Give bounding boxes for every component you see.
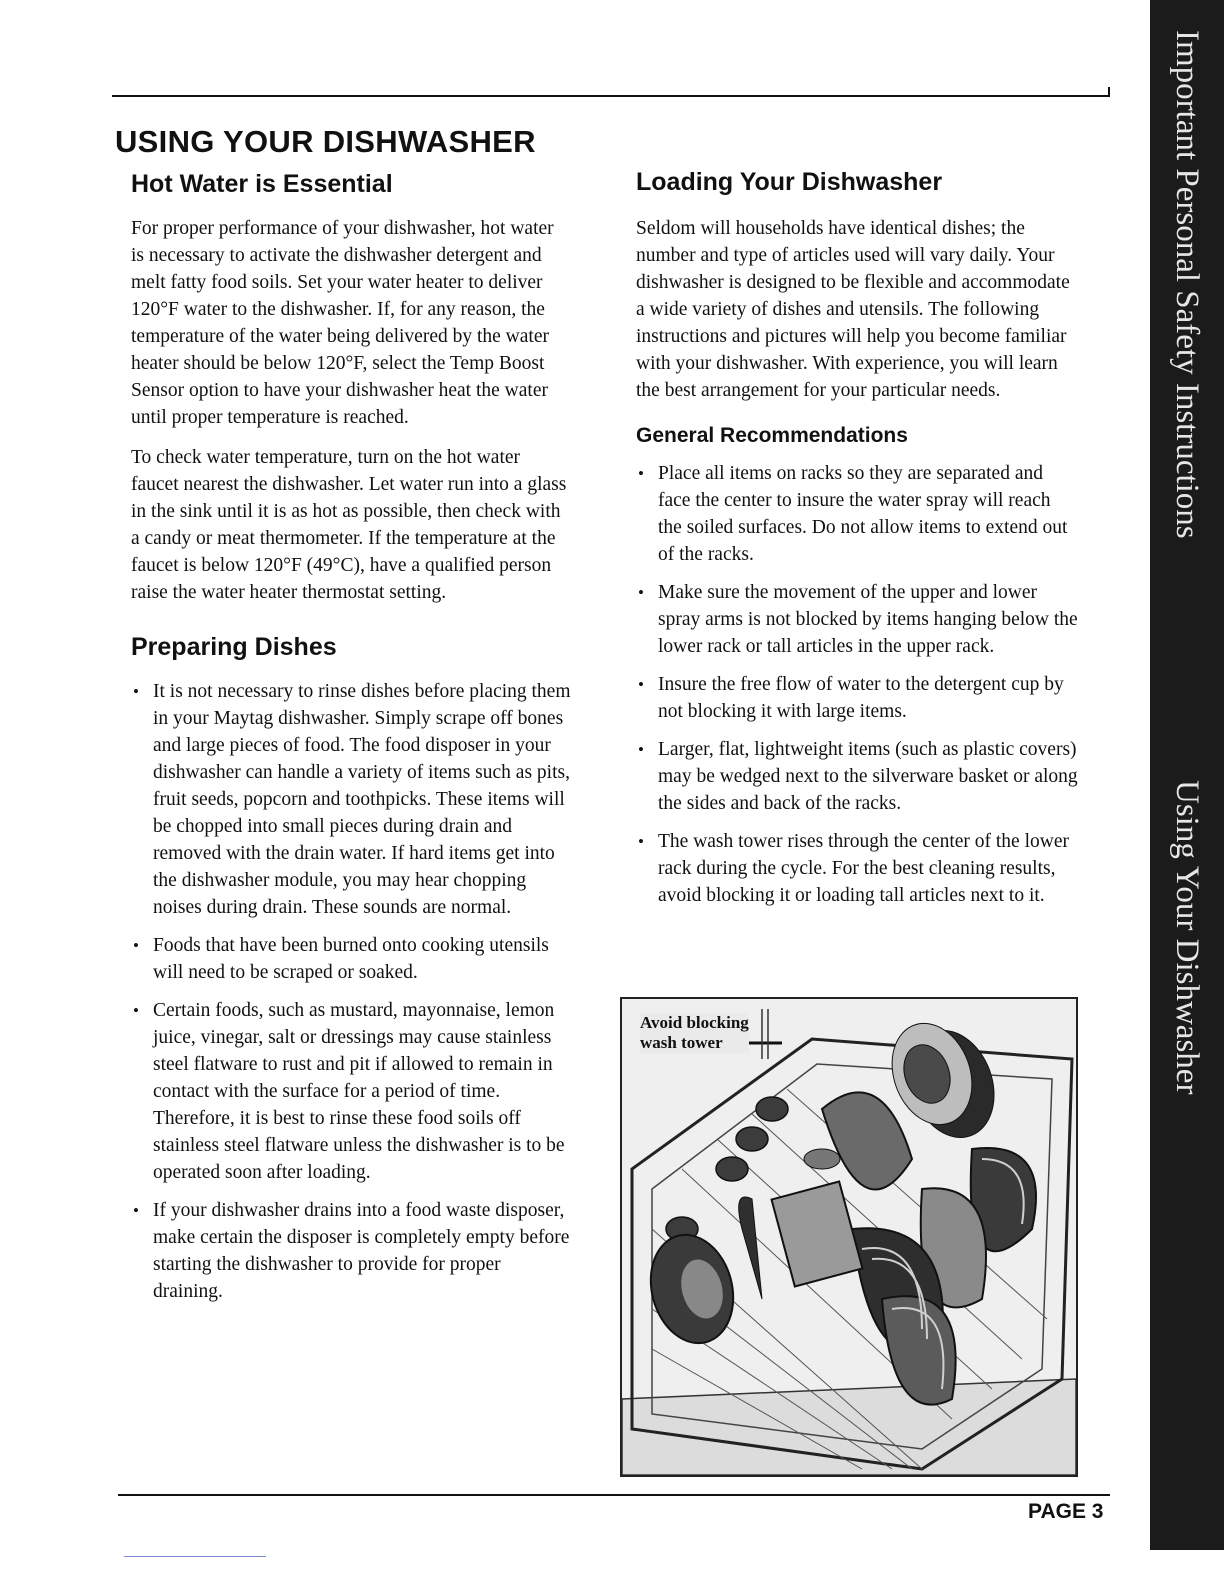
loading-heading: Loading Your Dishwasher — [636, 168, 943, 196]
general-recommendations-list — [636, 460, 1078, 909]
preparing-dishes-list — [131, 678, 571, 1305]
list-item: • Foods that have been burned onto cooking utensils will need to be scraped or soaked. — [131, 932, 571, 986]
dishwasher-rack-illustration — [620, 997, 1078, 1477]
top-rule — [112, 95, 1110, 97]
hot-water-paragraph-2: To check water temperature, turn on the hot water faucet nearest the dishwasher. Let water run into a glass in the sink until it is as hot as possible, then check with a candy or meat thermometer. If the temperature at the faucet is below 120°F (49°C), have a qualified person raise the water heater thermostat setting. — [131, 447, 567, 603]
bottom-left-line — [124, 1556, 266, 1557]
preparing-dishes-heading: Preparing Dishes — [131, 633, 337, 661]
hot-water-paragraph-1: For proper performance of your dishwasher, hot water is necessary to activate the dishwasher detergent and melt fatty food soils. Set your water heater to deliver 120°F water to the dishwasher. If, for any reason, the temperature of the water being delivered by the water heater should be below 120°F, select the Temp Boost Sensor option to have your dishwasher heat the water until proper temperature is reached. — [131, 218, 554, 428]
list-item: • It is not necessary to rinse dishes before placing them in your Maytag dishwasher. Simply scrape off bones and large pieces of food. The food disposer in your dishwasher can handle a variety of items such as pits, fruit seeds, popcorn and toothpicks. These items will be chopped into small pieces during drain and removed with the drain water. If hard items get into the dishwasher module, you may hear chopping noises during drain. These sounds are normal. — [131, 678, 571, 921]
page-number: PAGE 3 — [1028, 1500, 1104, 1523]
callout-line-2: wash tower — [640, 1033, 723, 1052]
list-item: • Place all items on racks so they are separated and face the center to insure the water spray will reach the soiled surfaces. Do not allow items to extend out of the racks. — [636, 460, 1078, 568]
general-recommendations-heading: General Recommendations — [636, 424, 908, 447]
loading-paragraph: Seldom will households have identical dishes; the number and type of articles used will vary daily. Your dishwasher is designed to be flexible and accommodate a wide variety of dishes and utensils. The following instructions and pictures will help you become familiar with your dishwasher. With experience, you will learn the best arrangement for your particular needs. — [636, 218, 1070, 401]
hot-water-heading: Hot Water is Essential — [131, 170, 393, 198]
rack-drawing — [622, 999, 1076, 1475]
list-item: • Certain foods, such as mustard, mayonnaise, lemon juice, vinegar, salt or dressings may cause stainless steel flatware to rust and pit if allowed to remain in contact with the surface for a period of time. Therefore, it is best to rinse these food soils off stainless steel flatware unless the dishwasher is to be operated soon after loading. — [131, 997, 571, 1186]
sidebar — [1150, 0, 1224, 1550]
list-item: • Insure the free flow of water to the detergent cup by not blocking it with large items. — [636, 671, 1078, 725]
figure-callout — [640, 1013, 749, 1053]
bottom-rule — [118, 1494, 1110, 1496]
list-item: • Larger, flat, lightweight items (such as plastic covers) may be wedged next to the silverware basket or along the sides and back of the racks. — [636, 736, 1078, 817]
top-rule-tick — [1108, 87, 1110, 97]
right-column — [636, 168, 1078, 920]
left-column — [131, 170, 571, 1316]
list-item: • The wash tower rises through the center of the lower rack during the cycle. For the best cleaning results, avoid blocking it or loading tall articles next to it. — [636, 828, 1078, 909]
list-item: • If your dishwasher drains into a food waste disposer, make certain the disposer is completely empty before starting the dishwasher to provide for proper draining. — [131, 1197, 571, 1305]
callout-line-1: Avoid blocking — [640, 1013, 749, 1032]
page-title: USING YOUR DISHWASHER — [115, 124, 536, 159]
list-item: • Make sure the movement of the upper and lower spray arms is not blocked by items hanging below the lower rack or tall articles in the upper rack. — [636, 579, 1078, 660]
sidebar-tab-safety-instructions: Important Personal Safety Instructions — [1169, 30, 1205, 539]
sidebar-tab-using-your-dishwasher: Using Your Dishwasher — [1169, 780, 1205, 1095]
